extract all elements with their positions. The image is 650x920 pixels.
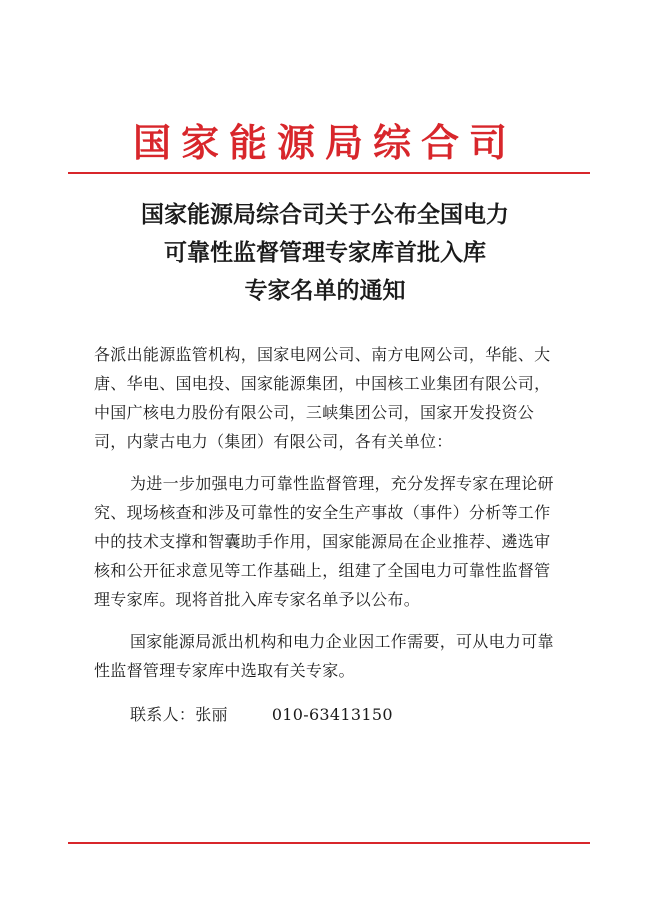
addressee: 各派出能源监管机构，国家电网公司、南方电网公司，华能、大唐、华电、国电投、国家能源集团，中国核工业集团有限公司，中国广核电力股份有限公司，三峡集团公司，国家开发投资公司，内蒙古电力（集团）有限公司，各有关单位： bbox=[94, 345, 551, 451]
footer-red-rule bbox=[68, 842, 590, 844]
title-line-2: 可靠性监督管理专家库首批入库 bbox=[164, 239, 486, 266]
title-line-3: 专家名单的通知 bbox=[244, 277, 406, 304]
contact-person: 联系人：张丽 bbox=[130, 705, 228, 724]
red-header: 国家能源局综合司 bbox=[132, 120, 517, 165]
document-title bbox=[0, 196, 650, 310]
paragraph-1: 为进一步加强电力可靠性监督管理，充分发挥专家在理论研究、现场核查和涉及可靠性的安全生产事故（事件）分析等工作中的技术支撑和智囊助手作用，国家能源局在企业推荐、遴选审核和公开征求意见等工作基础上，组建了全国电力可靠性监督管理专家库。现将首批入库专家名单予以公布。 bbox=[94, 474, 554, 609]
title-line-1: 国家能源局综合司关于公布全国电力 bbox=[141, 201, 509, 228]
contact-line bbox=[94, 700, 566, 729]
contact-phone: 010-63413150 bbox=[271, 705, 393, 724]
document-body bbox=[94, 340, 566, 729]
header-red-rule bbox=[68, 172, 590, 174]
paragraph-2: 国家能源局派出机构和电力企业因工作需要，可从电力可靠性监督管理专家库中选取有关专家。 bbox=[94, 632, 554, 680]
